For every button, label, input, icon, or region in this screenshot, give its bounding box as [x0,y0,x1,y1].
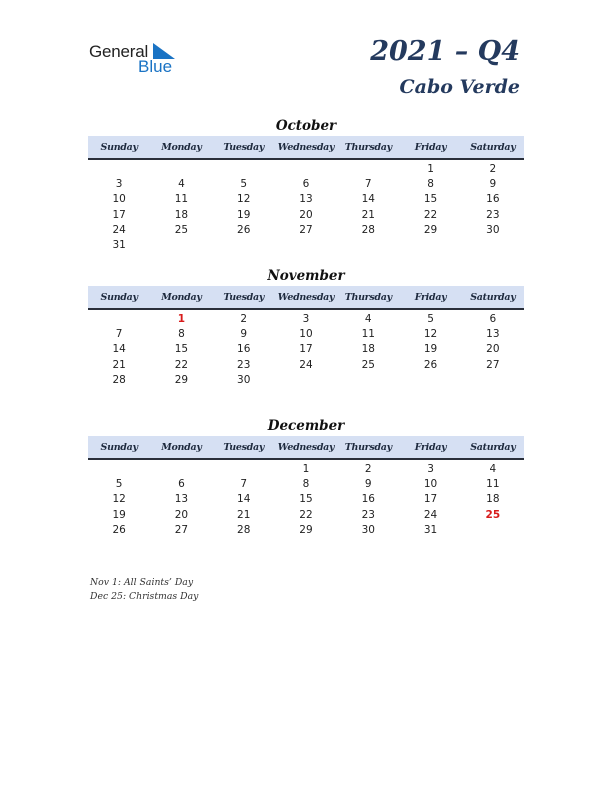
day-cell: 15 [174,343,189,356]
week-row [88,357,524,372]
day-cell: 2 [240,312,248,325]
week-row [88,507,524,522]
day-cell: 30 [486,223,500,236]
day-cell: 25 [174,223,189,236]
day-cell: 26 [112,523,126,536]
day-cell: 24 [112,223,126,236]
day-cell: 7 [115,327,123,340]
weekday-label: Sunday [100,291,138,303]
day-cell: 19 [423,343,438,356]
week-row [88,476,524,491]
day-cell: 16 [237,343,251,356]
country-subtitle: Cabo Verde [399,76,520,98]
day-cell: 21 [237,508,251,521]
day-cell: 18 [174,208,189,221]
day-cell: 21 [361,208,375,221]
day-cell: 11 [361,327,375,340]
day-cell: 31 [423,523,438,536]
week-row [88,492,524,507]
day-cell: 28 [112,373,126,386]
day-cell: 13 [299,193,313,206]
day-cell: 28 [237,523,251,536]
weekday-label: Friday [414,291,447,303]
day-cell: 3 [427,462,434,475]
week-row [88,522,524,537]
day-cell: 9 [240,327,248,340]
day-cell: 29 [423,223,438,236]
day-cell: 8 [427,177,434,190]
day-cell: 2 [489,162,497,175]
month-weeks [88,310,524,387]
day-cell: 4 [178,177,185,190]
week-row [88,461,524,476]
day-cell: 11 [486,477,500,490]
weekday-label: Wednesday [277,141,335,153]
weekday-label: Friday [414,141,447,153]
day-cell: 17 [112,208,126,221]
day-cell: 19 [112,508,126,521]
day-cell: 24 [423,508,438,521]
day-cell: 30 [237,373,251,386]
month-november [88,266,524,387]
weekday-label: Thursday [344,141,392,153]
day-cell: 10 [299,327,313,340]
month-december [88,416,524,537]
day-cell: 23 [361,508,375,521]
day-cell: 23 [486,208,500,221]
weekday-label: Monday [161,441,202,453]
week-row [88,192,524,207]
day-cell: 12 [237,193,251,206]
month-weeks [88,160,524,253]
day-cell: 25 [485,508,501,521]
weekday-label: Saturday [470,441,516,453]
day-cell: 20 [486,343,500,356]
day-cell: 7 [240,477,248,490]
month-october [88,116,524,253]
day-cell: 14 [112,343,126,356]
day-cell: 10 [423,477,438,490]
day-cell: 6 [178,477,185,490]
weekday-label: Wednesday [277,291,335,303]
day-cell: 9 [364,477,372,490]
weekday-label: Saturday [470,141,516,153]
holiday-note: Dec 25: Christmas Day [90,591,199,602]
day-cell: 22 [299,508,313,521]
day-cell: 8 [302,477,310,490]
logo [89,42,189,78]
weekday-label: Sunday [100,141,138,153]
day-cell: 4 [489,462,497,475]
day-cell: 27 [299,223,313,236]
weekday-label: Tuesday [223,441,265,453]
day-cell: 18 [486,493,500,506]
day-cell: 5 [427,312,434,325]
weekday-label: Tuesday [223,141,265,153]
day-cell: 12 [423,327,438,340]
day-cell: 3 [115,177,123,190]
day-cell: 7 [364,177,372,190]
week-row [88,237,524,252]
day-cell: 14 [237,493,251,506]
holiday-notes [90,576,198,604]
weekday-label: Wednesday [277,441,335,453]
day-cell: 24 [299,358,313,371]
weekday-header [88,136,524,160]
day-cell: 20 [299,208,313,221]
day-cell: 15 [423,193,438,206]
weekday-label: Monday [161,291,202,303]
weekday-label: Thursday [344,441,392,453]
day-cell: 12 [112,493,126,506]
day-cell: 23 [237,358,251,371]
day-cell: 1 [427,162,434,175]
day-cell: 14 [361,193,375,206]
day-cell: 17 [423,493,438,506]
day-cell: 3 [302,312,310,325]
month-name: December [267,418,345,434]
month-weeks [88,460,524,537]
day-cell: 5 [115,477,123,490]
day-cell: 30 [361,523,375,536]
day-cell: 2 [364,462,372,475]
day-cell: 28 [361,223,375,236]
week-row [88,311,524,326]
day-cell: 22 [423,208,438,221]
month-name: October [275,118,337,134]
week-row [88,176,524,191]
day-cell: 1 [302,462,310,475]
day-cell: 29 [174,373,189,386]
week-row [88,161,524,176]
day-cell: 29 [299,523,313,536]
weekday-label: Saturday [470,291,516,303]
weekday-label: Sunday [100,441,138,453]
day-cell: 20 [174,508,189,521]
day-cell: 10 [112,193,126,206]
day-cell: 15 [299,493,313,506]
month-name: November [267,268,345,284]
week-row [88,326,524,341]
logo-general-text: General [89,42,149,61]
day-cell: 4 [364,312,372,325]
day-cell: 16 [486,193,500,206]
day-cell: 27 [174,523,189,536]
weekday-header [88,286,524,310]
day-cell: 6 [302,177,310,190]
day-cell: 21 [112,358,126,371]
day-cell: 5 [240,177,248,190]
page-title: 2021 – Q4 [370,36,520,67]
day-cell: 25 [361,358,375,371]
day-cell: 18 [361,343,375,356]
week-row [88,342,524,357]
day-cell: 26 [237,223,251,236]
day-cell: 26 [423,358,438,371]
day-cell: 8 [178,327,185,340]
day-cell: 9 [489,177,497,190]
day-cell: 16 [361,493,375,506]
weekday-label: Friday [414,441,447,453]
weekday-label: Monday [161,141,202,153]
day-cell: 6 [489,312,497,325]
weekday-label: Tuesday [223,291,265,303]
day-cell: 19 [237,208,251,221]
day-cell: 22 [174,358,189,371]
weekday-header [88,436,524,460]
day-cell: 1 [177,312,186,325]
holiday-note: Nov 1: All Saints’ Day [90,577,194,588]
day-cell: 17 [299,343,313,356]
day-cell: 13 [174,493,189,506]
week-row [88,207,524,222]
day-cell: 13 [486,327,500,340]
week-row [88,222,524,237]
day-cell: 11 [174,193,189,206]
day-cell: 31 [112,239,126,252]
weekday-label: Thursday [344,291,392,303]
week-row [88,372,524,387]
day-cell: 27 [486,358,500,371]
logo-blue-text: Blue [138,57,173,76]
